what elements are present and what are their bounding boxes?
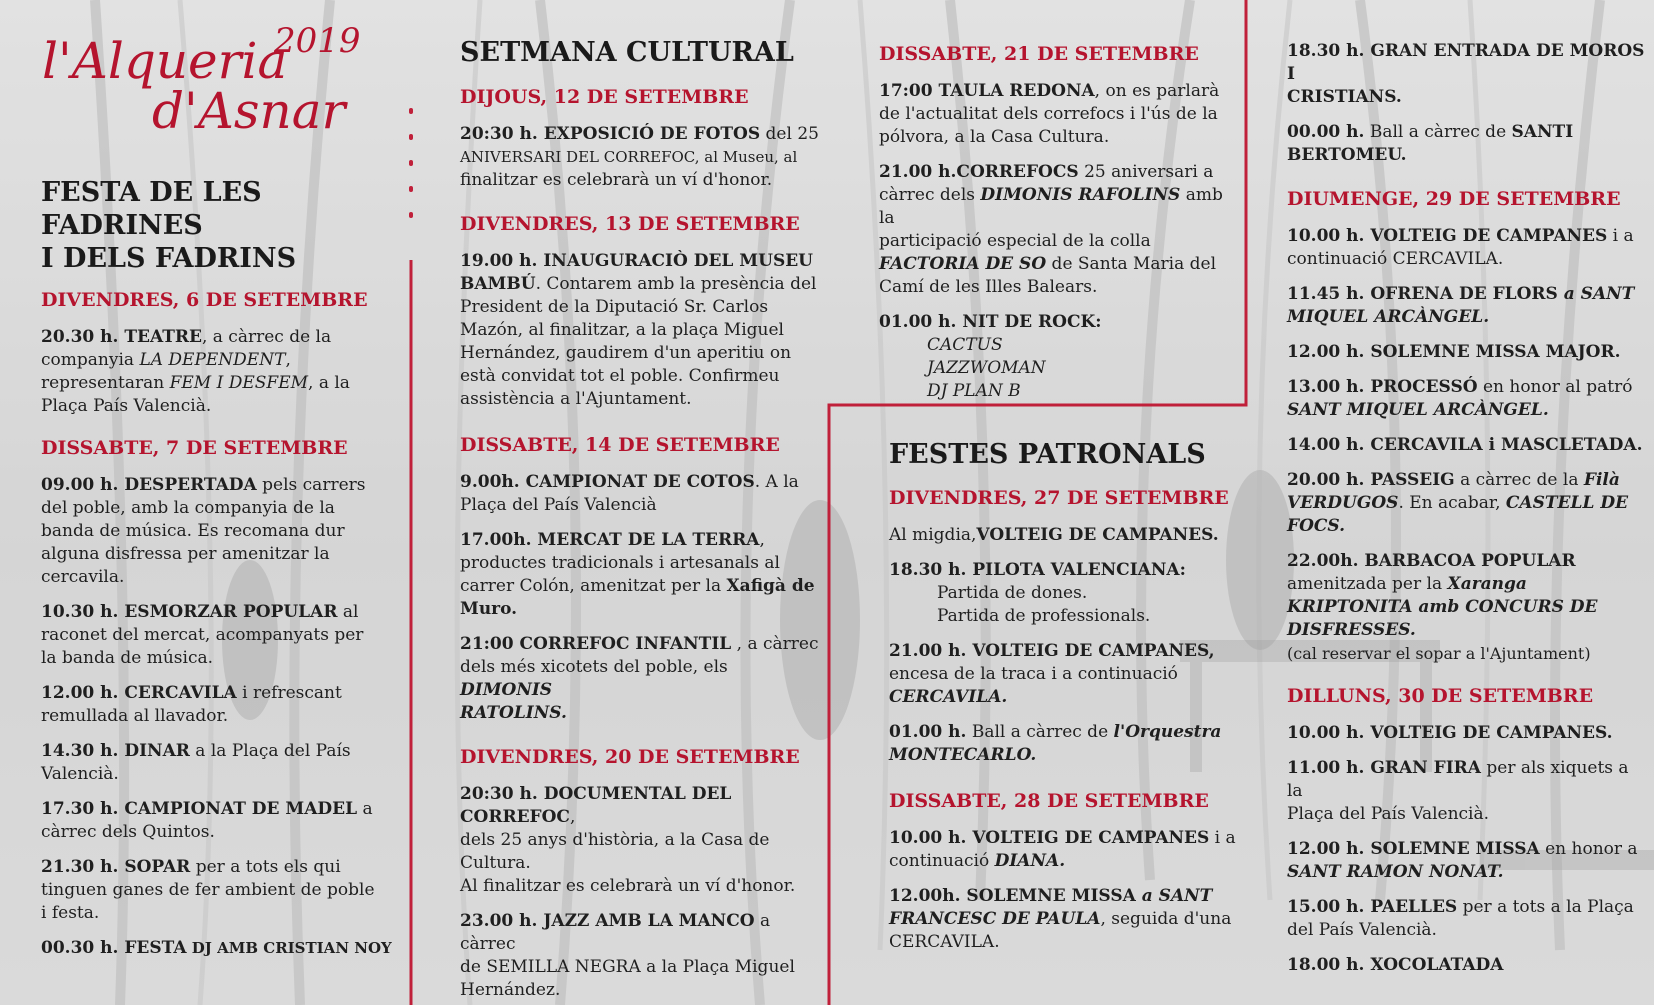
column-festes-patronals xyxy=(889,438,1239,954)
day-heading: DIVENDRES, 27 DE SETEMBRE xyxy=(889,487,1229,509)
section-title: SETMANA CULTURAL xyxy=(460,37,794,68)
event: 21.00 h. VOLTEIG DE CAMPANES, encesa de la traca i a continuació CERCAVILA. xyxy=(889,641,1215,707)
event: 15.00 h. PAELLES per a tots a la Plaça del País Valencià. xyxy=(1287,897,1634,940)
day-heading: DIJOUS, 12 DE SETEMBRE xyxy=(460,86,749,108)
logo-year: 2019 xyxy=(274,21,361,61)
logo xyxy=(12,10,372,140)
event: 19.00 h. INAUGURACIÒ DEL MUSEU BAMBÚ. Contarem amb la presència del President de la Diputació Sr. Carlos Mazón, al finalitzar, a la plaça Miguel Hernández, gaudirem d'un aperitiu on està convidat tot el poble. Confirmeu assistència a l'Ajuntament. xyxy=(460,251,817,409)
event: 21.30 h. SOPAR per a tots els qui tinguen ganes de fer ambient de poble i festa. xyxy=(41,857,375,923)
section-title: FESTES PATRONALS xyxy=(889,439,1206,470)
event: 12.00 h. SOLEMNE MISSA en honor a SANT RAMON NONAT. xyxy=(1287,839,1638,882)
column-29-30 xyxy=(1287,40,1647,977)
day-heading: DILLUNS, 30 DE SETEMBRE xyxy=(1287,685,1594,707)
event: 14.00 h. CERCAVILA i MASCLETADA. xyxy=(1287,435,1643,455)
event: 14.30 h. DINAR a la Plaça del País Valencià. xyxy=(41,741,351,784)
day-heading: DIVENDRES, 6 DE SETEMBRE xyxy=(41,289,368,311)
event: 12.00 h. SOLEMNE MISSA MAJOR. xyxy=(1287,342,1621,362)
event: 17.00h. MERCAT DE LA TERRA, productes tradicionals i artesanals al carrer Colón, amenitzat per la Xafigà de Muro. xyxy=(460,530,815,619)
event: 12.00h. SOLEMNE MISSA a SANT FRANCESC DE PAULA, seguida d'una CERCAVILA. xyxy=(889,886,1232,952)
day-heading: DISSABTE, 28 DE SETEMBRE xyxy=(889,790,1209,812)
event: 00.00 h. Ball a càrrec de SANTI BERTOMEU. xyxy=(1287,122,1574,165)
event: 11.45 h. OFRENA DE FLORS a SANT MIQUEL ARCÀNGEL. xyxy=(1287,284,1635,327)
event: 10.00 h. VOLTEIG DE CAMPANES i a continuació CERCAVILA. xyxy=(1287,226,1634,269)
day-heading: DISSABTE, 14 DE SETEMBRE xyxy=(460,434,780,456)
event: 21:00 CORREFOC INFANTIL , a càrrec dels més xicotets del poble, els DIMONIS RATOLINS. xyxy=(460,634,819,723)
event: 01.00 h. NIT DE ROCK: CACTUS JAZZWOMAN DJ PLAN B xyxy=(879,312,1102,401)
day-heading: DISSABTE, 21 DE SETEMBRE xyxy=(879,43,1199,65)
event: Al migdia,VOLTEIG DE CAMPANES. xyxy=(889,525,1219,545)
event: 01.00 h. Ball a càrrec de l'Orquestra MONTECARLO. xyxy=(889,722,1222,765)
logo-line1: l'Alqueria xyxy=(42,32,288,90)
event: 13.00 h. PROCESSÓ en honor al patró SANT MIQUEL ARCÀNGEL. xyxy=(1287,377,1633,420)
event: 20:30 h. EXPOSICIÓ DE FOTOS del 25 ANIVERSARI DEL CORREFOC, al Museu, al finalitzar es celebrarà un ví d'honor. xyxy=(460,124,819,190)
event: 9.00h. CAMPIONAT DE COTOS. A la Plaça del País Valencià xyxy=(460,472,799,515)
day-heading: DISSABTE, 7 DE SETEMBRE xyxy=(41,437,348,459)
event: 10.30 h. ESMORZAR POPULAR al raconet del mercat, acompanyats per la banda de música. xyxy=(41,602,364,668)
event: 09.00 h. DESPERTADA pels carrers del poble, amb la companyia de la banda de música. Es recomana dur alguna disfressa per amenitzar la cercavila. xyxy=(41,475,366,587)
column-setmana-cultural xyxy=(460,36,820,1002)
day-heading: DIUMENGE, 29 DE SETEMBRE xyxy=(1287,188,1621,210)
logo-line2: d'Asnar xyxy=(152,82,346,140)
day-heading: DIVENDRES, 13 DE SETEMBRE xyxy=(460,213,800,235)
event: 20:30 h. DOCUMENTAL DEL CORREFOC, dels 25 anys d'història, a la Casa de Cultura. Al finalitzar es celebrarà un ví d'honor. xyxy=(460,784,796,896)
event: 23.00 h. JAZZ AMB LA MANCO a càrrec de SEMILLA NEGRA a la Plaça Miguel Hernández. xyxy=(460,911,795,1000)
event: 18.00 h. XOCOLATADA xyxy=(1287,955,1504,975)
event: 20.30 h. TEATRE, a càrrec de la companyia LA DEPENDENT, representaran FEM I DESFEM, a la Plaça País Valencià. xyxy=(41,327,350,416)
event: 18.30 h. GRAN ENTRADA DE MOROS I CRISTIANS. xyxy=(1287,41,1645,107)
event: 21.00 h.CORREFOCS 25 aniversari a càrrec dels DIMONIS RAFOLINS amb la participació especial de la colla FACTORIA DE SO de Santa Maria del Camí de les Illes Balears. xyxy=(879,162,1223,297)
column-21-28 xyxy=(879,42,1234,403)
day-heading: DIVENDRES, 20 DE SETEMBRE xyxy=(460,746,800,768)
event: 18.30 h. PILOTA VALENCIANA: Partida de dones. Partida de professionals. xyxy=(889,560,1186,626)
event: 12.00 h. CERCAVILA i refrescant remullada al llavador. xyxy=(41,683,342,726)
event: 00.30 h. FESTA DJ AMB CRISTIAN NOY xyxy=(41,938,392,958)
column-fadrines xyxy=(41,176,401,960)
event: 10.00 h. VOLTEIG DE CAMPANES. xyxy=(1287,723,1613,743)
section-title: FESTA DE LES FADRINES I DELS FADRINS xyxy=(41,177,297,274)
event: 11.00 h. GRAN FIRA per als xiquets a la Plaça del País Valencià. xyxy=(1287,758,1629,824)
event: 20.00 h. PASSEIG a càrrec de la Filà VERDUGOS. En acabar, CASTELL DE FOCS. xyxy=(1287,470,1629,536)
event: 17.30 h. CAMPIONAT DE MADEL a càrrec dels Quintos. xyxy=(41,799,373,842)
event: 10.00 h. VOLTEIG DE CAMPANES i a continuació DIANA. xyxy=(889,828,1236,871)
event: 17:00 TAULA REDONA, on es parlarà de l'actualitat dels correfocs i l'ús de la pólvora, a la Casa Cultura. xyxy=(879,81,1220,147)
event: 22.00h. BARBACOA POPULAR amenitzada per la Xaranga KRIPTONITA amb CONCURS DE DISFRESSES. (cal reservar el sopar a l'Ajuntament) xyxy=(1287,551,1598,663)
